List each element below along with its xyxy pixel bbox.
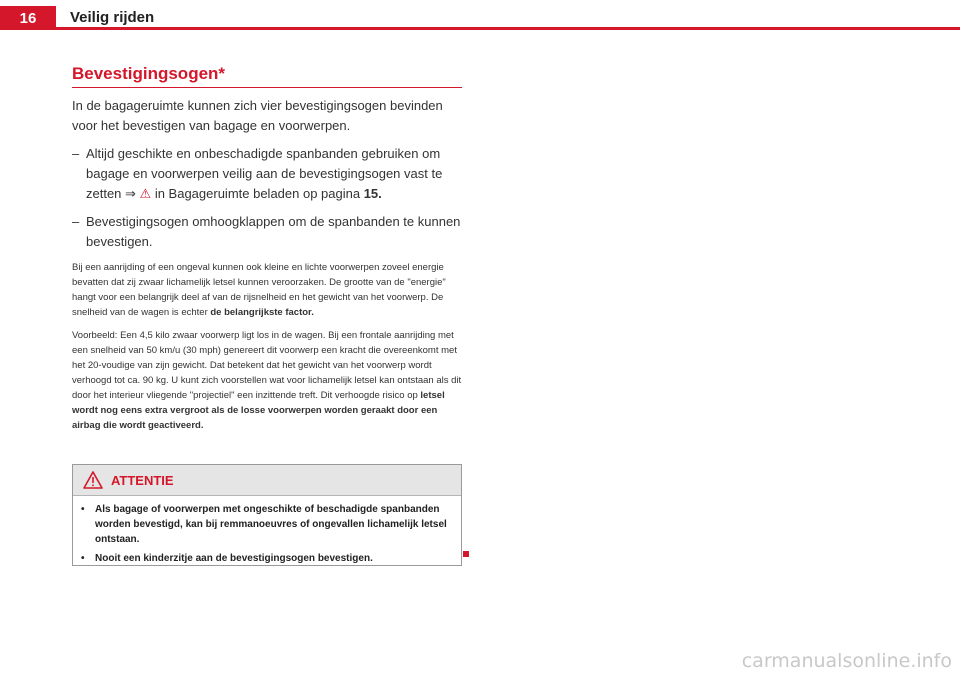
watermark: carmanualsonline.info (741, 650, 952, 672)
chapter-title: Veilig rijden (70, 9, 155, 26)
section-rule (72, 87, 462, 88)
section-title: Bevestigingsogen* (72, 64, 226, 83)
warning-item: • Nooit een kinderzitje aan de bevestigingsogen bevestigen. (81, 553, 373, 564)
info-paragraph: Bij een aanrijding of een ongeval kunnen ook kleine en lichte voorwerpen zoveel energie bevatten dat zij zwaar lichamelijk letsel kunnen veroorzaken. De grootte van de "energie" hangt voor een belangrijk deel af van de rijsnelheid en het gewicht van het voorwerp. De snelheid van de wagen is echter de belangrijkste factor. (72, 262, 446, 318)
header-rule (0, 27, 960, 30)
warning-box-header (73, 465, 461, 496)
warning-box-title: ATTENTIE (111, 472, 174, 488)
warning-box (72, 464, 462, 566)
page-number: 16 (0, 6, 56, 30)
warning-box-body (73, 496, 461, 566)
dash-marker: – (72, 214, 80, 229)
dash-marker: – (72, 146, 80, 161)
warning-item-text: Nooit een kinderzitje aan de bevestigingsogen bevestigen. (95, 553, 373, 564)
step-text: Bevestigingsogen omhoogklappen om de spanbanden te kunnen bevestigen. (86, 214, 461, 249)
section-end-marker (463, 551, 469, 557)
step-text: Altijd geschikte en onbeschadigde spanbanden gebruiken om bagage en voorwerpen veilig aan de bevestigingsogen vast te zetten ⇒ ⚠ in Bagageruimte beladen op pagina 15. (86, 146, 443, 201)
intro-paragraph: In de bagageruimte kunnen zich vier bevestigingsogen bevinden voor het bevestigen van bagage en voorwerpen. (72, 98, 443, 133)
warning-item-text: Als bagage of voorwerpen met ongeschikte of beschadigde spanbanden worden bevestigd, kan bij remmanoeuvres of ongevallen lichamelijk letsel ontstaan. (95, 504, 447, 545)
step-item (72, 212, 464, 252)
page-reference-link[interactable]: 15. (363, 186, 382, 201)
main-content (72, 96, 464, 441)
step-item (72, 144, 464, 204)
warning-icon: ⚠ (139, 186, 152, 201)
example-paragraph: Voorbeeld: Een 4,5 kilo zwaar voorwerp ligt los in de wagen. Bij een frontale aanrijding met een snelheid van 50 km/u (30 mph) genereert dit voorwerp een kracht die overeenkomt met het 20-voudige van zijn gewicht. Dat betekent dat het gewicht van het voorwerp wordt verhoogd tot ca. 90 kg. U kunt zich voorstellen wat voor lichamelijk letsel kan ontstaan als dit door het interieur vliegende "projectiel" een inzittende treft. Dit verhoogde risico op letsel wordt nog eens extra vergroot als de losse voorwerpen worden geraakt door een airbag die wordt geactiveerd. (72, 330, 462, 431)
warning-triangle-icon (83, 471, 103, 489)
warning-item: • Als bagage of voorwerpen met ongeschikte of beschadigde spanbanden worden bevestigd, kan bij remmanoeuvres of ongevallen lichamelijk letsel ontstaan. (81, 502, 453, 547)
